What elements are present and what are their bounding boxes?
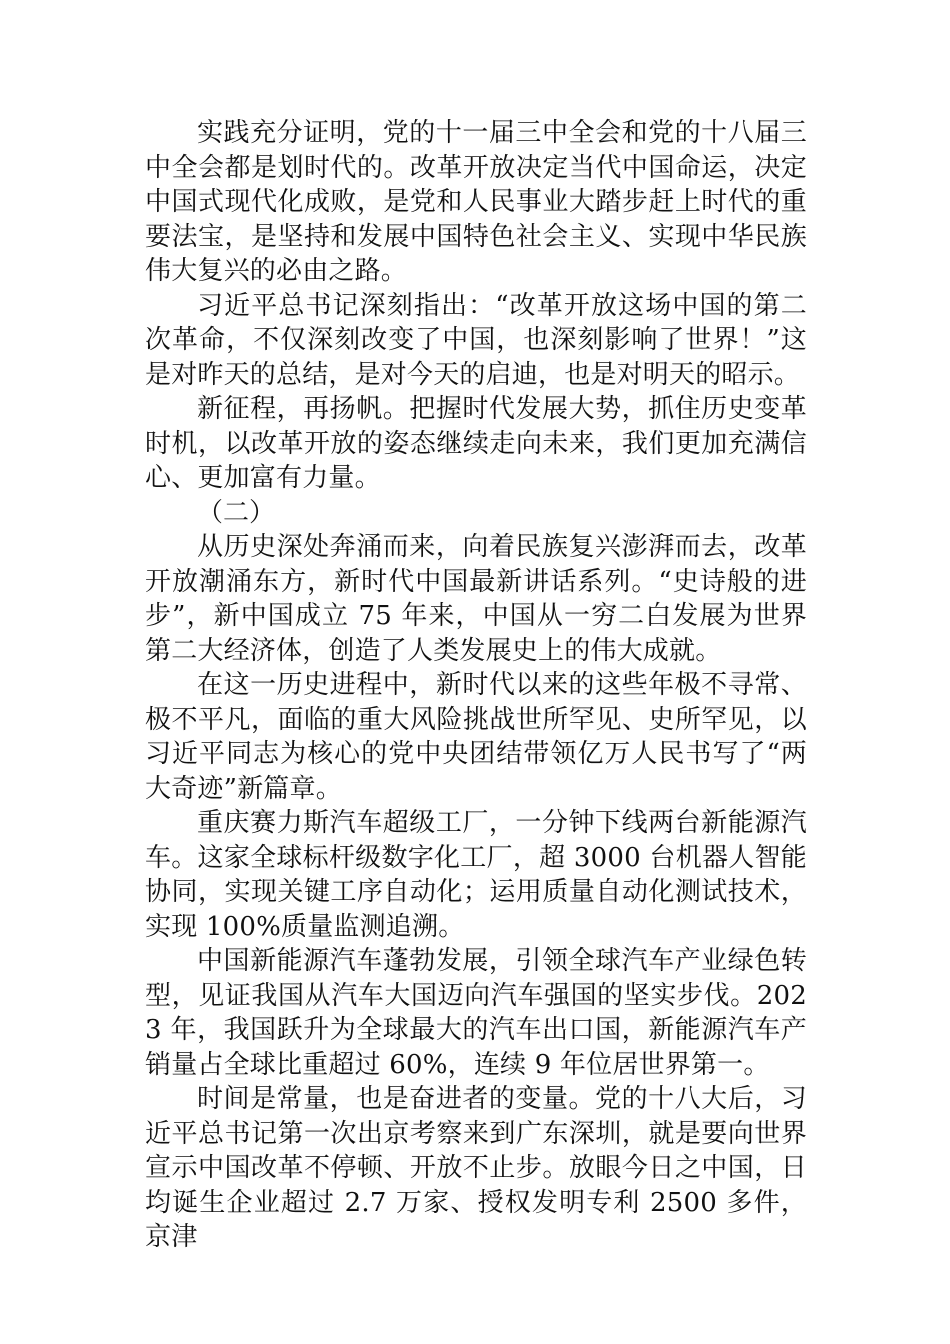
paragraph-seres-factory: 重庆赛力斯汽车超级工厂，一分钟下线两台新能源汽车。这家全球标杆级数字化工厂，超 3000 台机器人智能协同，实现关键工序自动化；运用质量自动化测试技术，实现 100%质量监测追溯。 [145,808,807,942]
paragraph-time-variable: 时间是常量，也是奋进者的变量。党的十八大后，习近平总书记第一次出京考察来到广东深圳，就是要向世界宣示中国改革不停顿、开放不止步。放眼今日之中国，日均诞生企业超过 2.7 万家、授权发明专利 2500 多件，京津 [145,1084,807,1252]
paragraph-nev-development: 中国新能源汽车蓬勃发展，引领全球汽车产业绿色转型，见证我国从汽车大国迈向汽车强国的坚实步伐。2023 年，我国跃升为全球最大的汽车出口国，新能源汽车产销量占全球比重超过 60%，连续 9 年位居世界第一。 [145,946,807,1080]
paragraph-new-journey: 新征程，再扬帆。把握时代发展大势，抓住历史变革时机，以改革开放的姿态继续走向未来，我们更加充满信心、更加富有力量。 [145,394,807,493]
paragraph-new-era: 在这一历史进程中，新时代以来的这些年极不寻常、极不平凡，面临的重大风险挑战世所罕见、史所罕见，以习近平同志为核心的党中央团结带领亿万人民书写了“两大奇迹”新篇章。 [145,670,807,804]
paragraph-xi-quote: 习近平总书记深刻指出：“改革开放这场中国的第二次革命，不仅深刻改变了中国，也深刻影响了世界！”这是对昨天的总结，是对今天的启迪，也是对明天的昭示。 [145,290,807,390]
paragraph-history: 从历史深处奔涌而来，向着民族复兴澎湃而去，改革开放潮涌东方，新时代中国最新讲话系列。“史诗般的进步”，新中国成立 75 年来，中国从一穷二白发展为世界第二大经济体，创造了人类发展史上的伟大成就。 [145,532,807,666]
paragraph-practice-proves: 实践充分证明，党的十一届三中全会和党的十八届三中全会都是划时代的。改革开放决定当代中国命运，决定中国式现代化成败，是党和人民事业大踏步赶上时代的重要法宝，是坚持和发展中国特色社会主义、实现中华民族伟大复兴的必由之路。 [145,118,807,286]
document-body [145,116,807,1255]
section-heading: （二） [197,497,276,528]
